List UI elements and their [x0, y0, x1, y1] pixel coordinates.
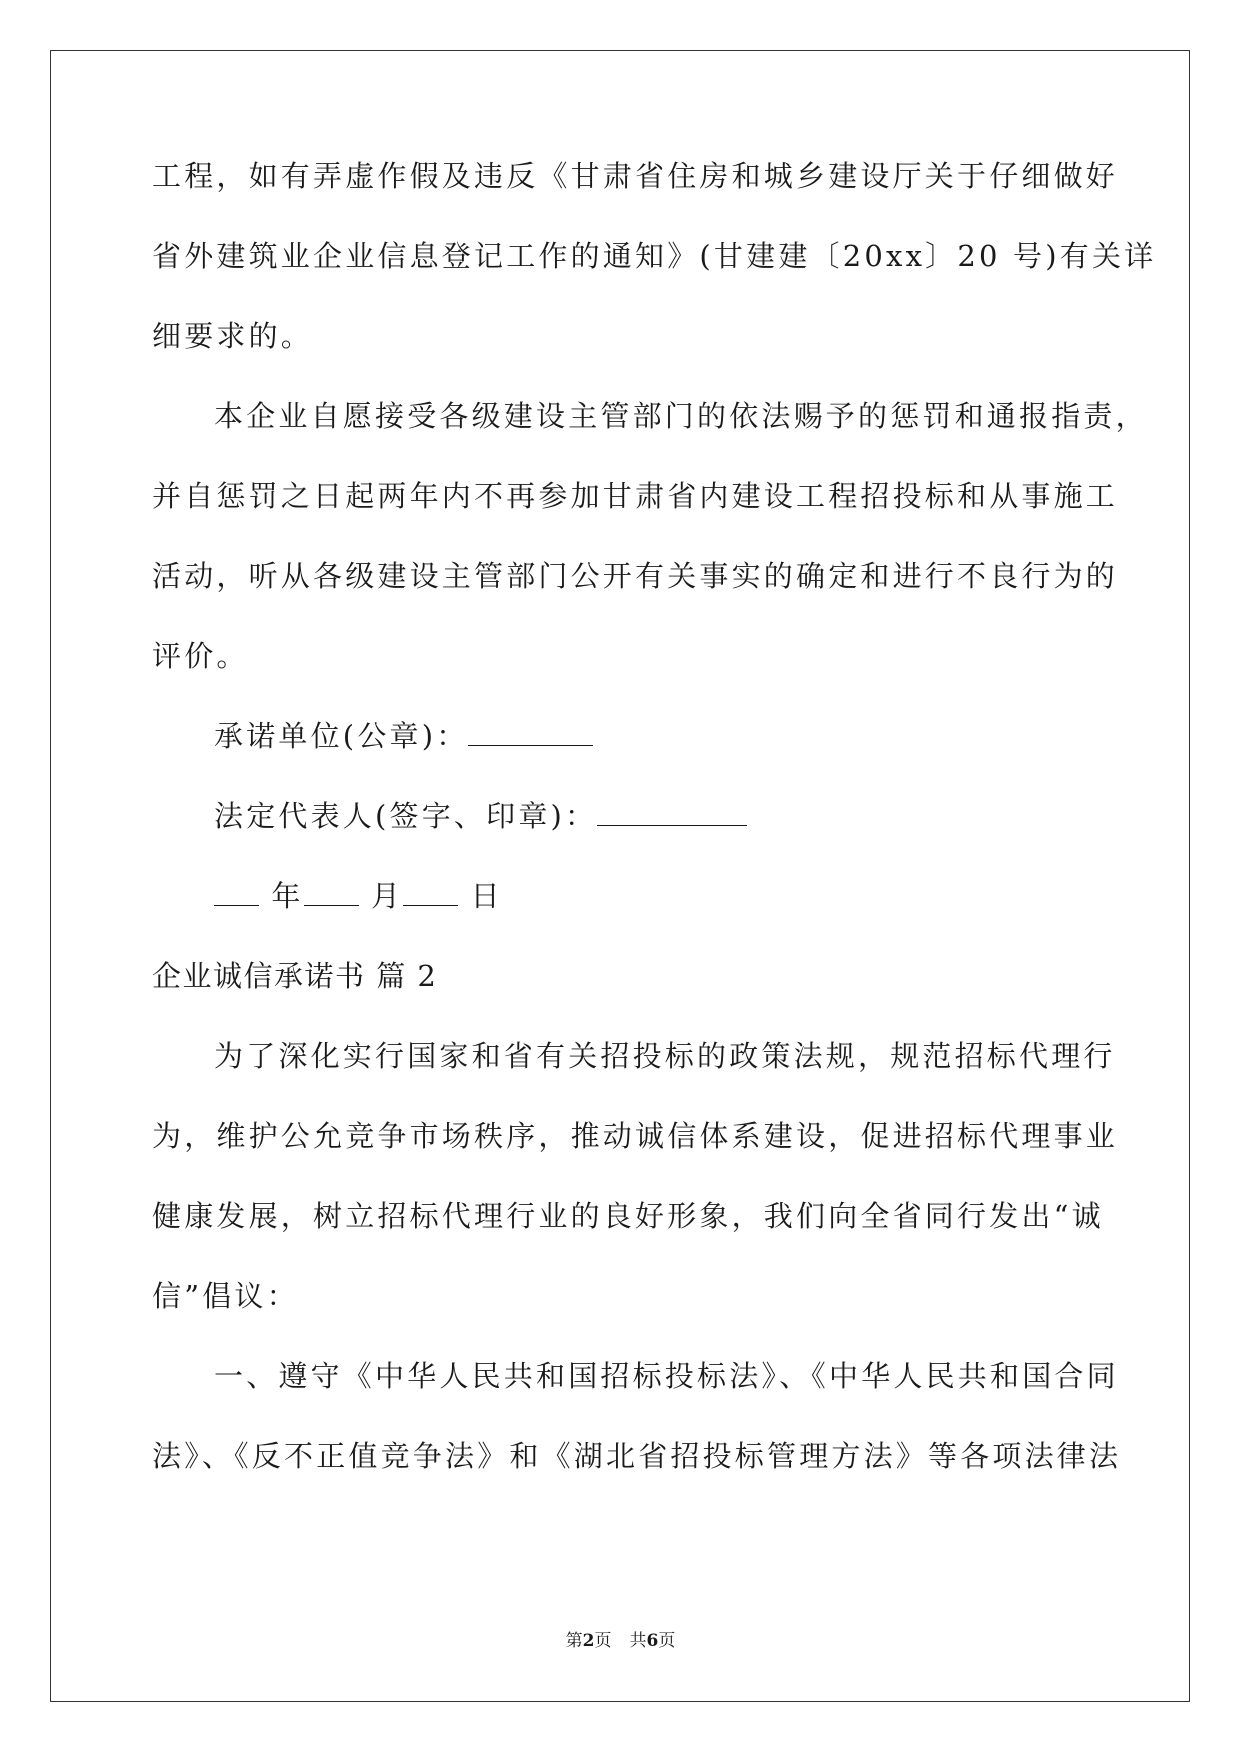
- paragraph-line: 法》、《反不正值竞争法》和《湖北省招投标管理方法》等各项法律法: [152, 1439, 1122, 1473]
- page-current: 2: [582, 1631, 595, 1651]
- total-unit: 页: [658, 1631, 676, 1651]
- date-month-blank: [304, 899, 359, 906]
- signature-date: [152, 879, 1092, 913]
- paragraph-line: 工程，如有弄虚作假及违反《甘肃省住房和城乡建设厅关于仔细做好: [152, 159, 1119, 193]
- date-month-label: 月: [371, 879, 404, 913]
- section-title: 企业诚信承诺书 篇 2: [152, 959, 438, 993]
- date-year-label: 年: [271, 879, 304, 913]
- paragraph-line: 为，维护公允竞争市场秩序，推动诚信体系建设，促进招标代理事业: [152, 1119, 1119, 1153]
- paragraph-line: 为了深化实行国家和省有关招投标的政策法规，规范招标代理行: [214, 1039, 1116, 1073]
- paragraph-line: 活动，听从各级建设主管部门公开有关事实的确定和进行不良行为的: [152, 559, 1119, 593]
- signature-unit-label: 承诺单位(公章)：: [214, 719, 469, 753]
- paragraph-line: 省外建筑业企业信息登记工作的通知》(甘建建〔20xx〕20 号)有关详: [152, 239, 1157, 273]
- date-day-label: 日: [470, 879, 503, 913]
- page-footer: [0, 1633, 1241, 1650]
- paragraph-line: 并自惩罚之日起两年内不再参加甘肃省内建设工程招投标和从事施工: [152, 479, 1119, 513]
- paragraph-line: 评价。: [152, 639, 249, 673]
- document-body: [152, 159, 1157, 1473]
- total-prefix: 共: [629, 1631, 647, 1651]
- date-day-blank: [403, 899, 458, 906]
- page-total: 6: [646, 1631, 659, 1651]
- date-year-blank: [214, 899, 259, 906]
- signature-unit: [152, 719, 1092, 753]
- signature-rep-label: 法定代表人(签字、印章)：: [214, 799, 598, 833]
- signature-unit-blank: [468, 739, 593, 746]
- signature-rep-blank: [597, 819, 747, 826]
- paragraph-line: 本企业自愿接受各级建设主管部门的依法赐予的惩罚和通报指责，: [214, 399, 1148, 433]
- signature-representative: [152, 799, 1092, 833]
- page-prefix: 第: [565, 1631, 583, 1651]
- paragraph-line: 健康发展，树立招标代理行业的良好形象，我们向全省同行发出“诚: [152, 1199, 1104, 1233]
- paragraph-line: 一、遵守《中华人民共和国招标投标法》、《中华人民共和国合同: [214, 1359, 1119, 1393]
- paragraph-line: 细要求的。: [152, 319, 314, 353]
- paragraph-line: 信”倡议：: [152, 1279, 299, 1313]
- page-unit: 页: [594, 1631, 612, 1651]
